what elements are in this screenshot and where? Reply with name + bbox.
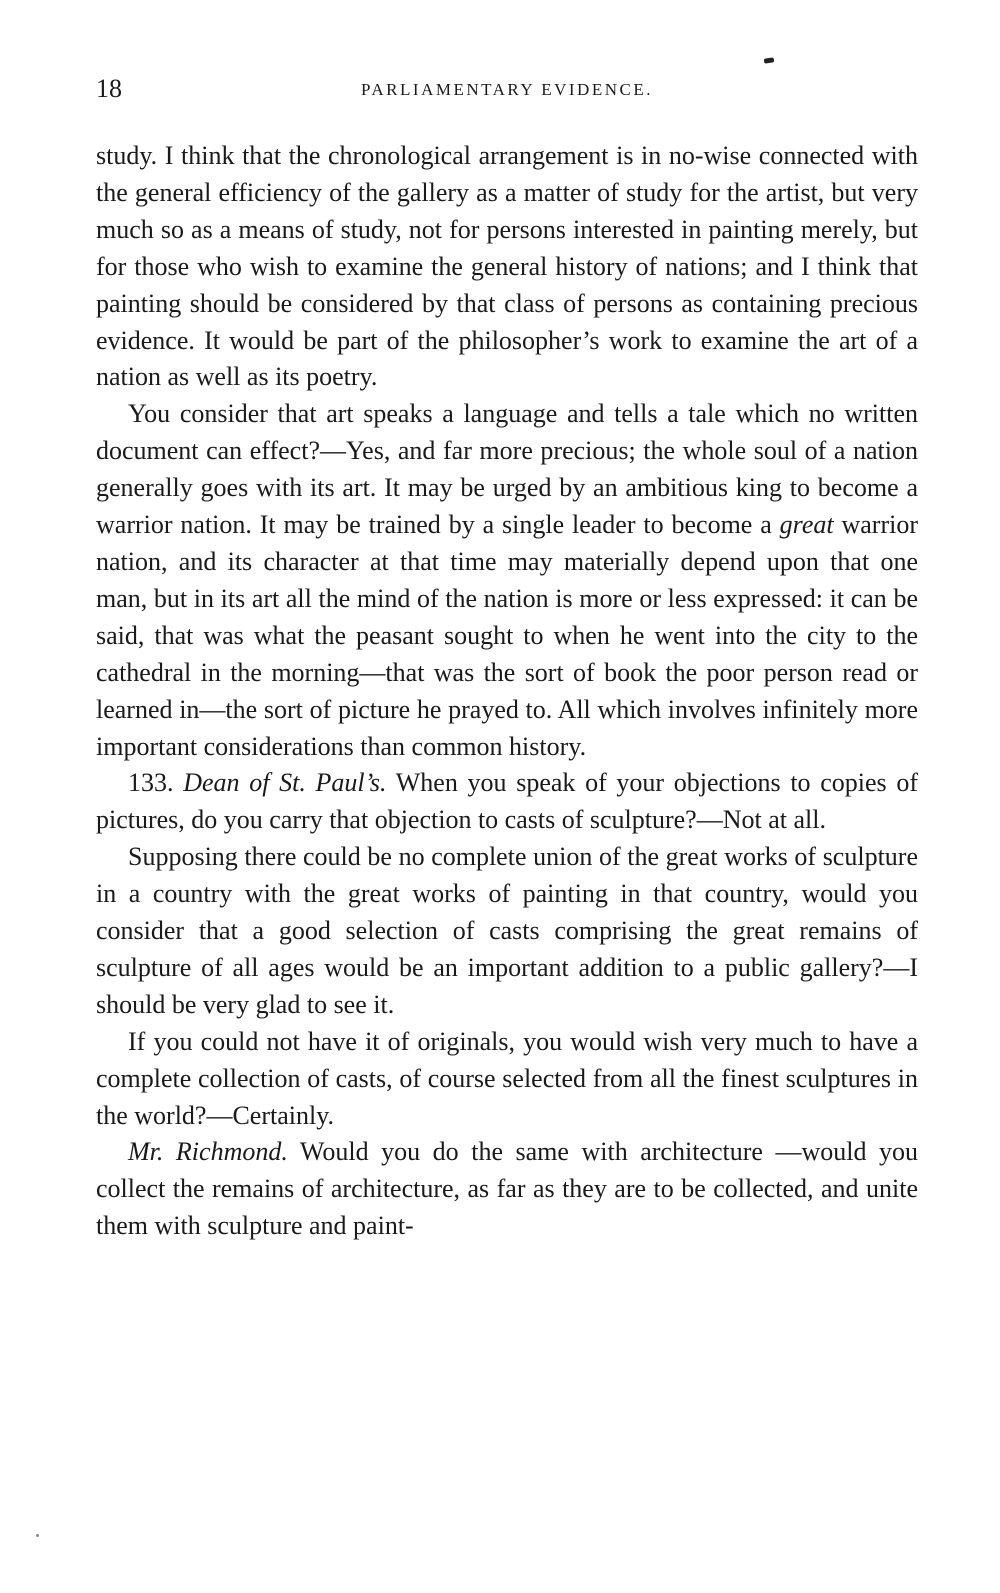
text-run: study. I think that the chronological arrangement is in no-wise connected with the general efficiency of the gallery as a matter of study for the artist, but very much so as a means of study, not for persons interested in painting merely, but for those who wish to examine the general history of nations; and I think that painting should be considered by that class of persons as containing precious evidence. It would be part of the philosopher’s work to examine the art of a nation as well as its poetry. — [96, 141, 918, 392]
paragraph — [96, 839, 918, 1024]
italic-text: Mr. Richmond. — [128, 1137, 288, 1167]
text-run: 133. — [128, 768, 184, 798]
text-run: warrior nation, and its character at that time may materially depend upon that one man, but in its art all the mind of the nation is more or less expressed: it can be said, that was what the peasant sought to when he went into the city to the cathedral in the morning—that was the sort of book the poor person read or learned in—the sort of picture he prayed to. All which involves infinitely more important considerations than common history. — [96, 510, 918, 761]
text-run: You consider that art speaks a language and tells a tale which no written document can effect?—Yes, and far more precious; the whole soul of a nation generally goes with its art. It may be urged by an ambitious king to become a warrior nation. It may be trained by a single leader to become a — [96, 399, 918, 540]
paragraph — [96, 765, 918, 839]
text-run: Supposing there could be no complete union of the great works of sculpture in a country with the great works of painting in that country, would you consider that a good selection of casts comprising the great remains of sculpture of all ages would be an important addition to a public gallery?—I should be very glad to see it. — [96, 842, 918, 1019]
text-run: Would you do the same with architecture —would you collect the remains of architecture, as far as they are to be collected, and unite them with sculpture and paint- — [96, 1137, 918, 1241]
body-text — [96, 138, 918, 1245]
page-header — [96, 72, 918, 106]
italic-text: great — [779, 510, 834, 540]
page-number: 18 — [96, 74, 122, 103]
paper-speck — [36, 1534, 39, 1537]
italic-text: Dean of St. Paul’s. — [183, 768, 387, 798]
running-title: PARLIAMENTARY EVIDENCE. — [361, 80, 653, 99]
paragraph — [96, 1134, 918, 1245]
text-run: If you could not have it of originals, you would wish very much to have a complete collection of casts, of course selected from all the finest sculptures in the world?—Certainly. — [96, 1026, 918, 1130]
text-run: When you speak of your objections to copies of pictures, do you carry that objection to casts of sculpture?—Not at all. — [96, 768, 918, 835]
ink-mark — [764, 57, 775, 63]
paragraph — [96, 1024, 918, 1135]
paragraph — [96, 396, 918, 765]
paragraph — [96, 138, 918, 396]
